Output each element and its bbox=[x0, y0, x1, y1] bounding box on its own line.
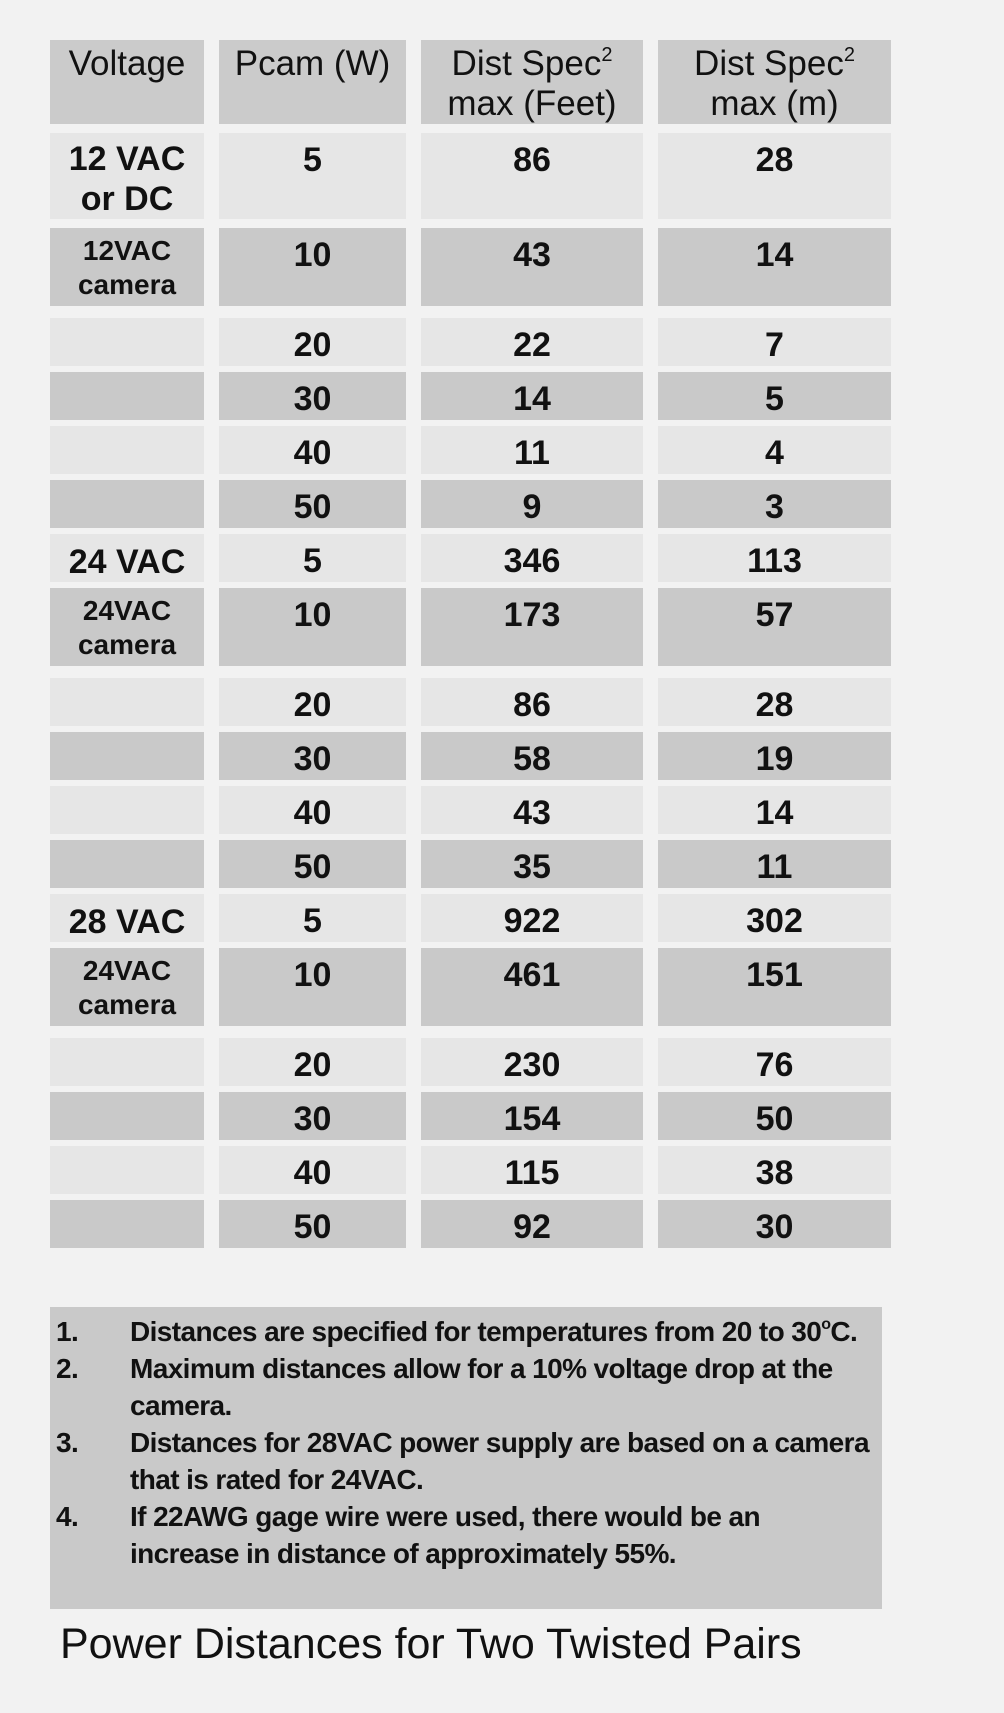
table-cell-voltage bbox=[50, 372, 204, 420]
table-cell-ft: 154 bbox=[421, 1092, 643, 1140]
table-cell-m: 151 bbox=[658, 948, 891, 1026]
table-cell-voltage bbox=[50, 1200, 204, 1248]
table-cell-ft: 11 bbox=[421, 426, 643, 474]
table-cell-voltage bbox=[50, 840, 204, 888]
table-cell-m: 5 bbox=[658, 372, 891, 420]
table-cell-pcam: 30 bbox=[219, 1092, 406, 1140]
header-dist-feet bbox=[421, 40, 643, 124]
table-cell-m: 14 bbox=[658, 228, 891, 306]
footnote-number: 1. bbox=[56, 1316, 79, 1347]
table-cell-m: 28 bbox=[658, 133, 891, 219]
footnote-text bbox=[130, 1313, 872, 1350]
table-caption: Power Distances for Two Twisted Pairs bbox=[60, 1620, 802, 1668]
table-cell-m: 76 bbox=[658, 1038, 891, 1086]
table-cell-voltage: 12VAC camera bbox=[50, 228, 204, 306]
table-cell-m: 11 bbox=[658, 840, 891, 888]
footnote bbox=[50, 1350, 872, 1424]
table-cell-pcam: 10 bbox=[219, 588, 406, 666]
table-cell-voltage: 24 VAC bbox=[50, 534, 204, 582]
header-dist-m-line2: max (m) bbox=[710, 84, 839, 123]
table-cell-ft: 86 bbox=[421, 133, 643, 219]
table-cell-pcam: 50 bbox=[219, 480, 406, 528]
table-cell-m: 113 bbox=[658, 534, 891, 582]
footnote-number: 2. bbox=[56, 1353, 79, 1384]
table-cell-pcam: 5 bbox=[219, 534, 406, 582]
table-cell-m: 3 bbox=[658, 480, 891, 528]
table-cell-ft: 115 bbox=[421, 1146, 643, 1194]
table-cell-ft: 43 bbox=[421, 228, 643, 306]
table-cell-m: 38 bbox=[658, 1146, 891, 1194]
footnote-number: 3. bbox=[56, 1427, 79, 1458]
table-cell-ft: 43 bbox=[421, 786, 643, 834]
table-cell-m: 50 bbox=[658, 1092, 891, 1140]
table-cell-ft: 346 bbox=[421, 534, 643, 582]
table-cell-voltage: 28 VAC bbox=[50, 894, 204, 942]
table-cell-pcam: 30 bbox=[219, 372, 406, 420]
header-dist-feet-line2: max (Feet) bbox=[447, 84, 617, 123]
header-dist-m bbox=[658, 40, 891, 124]
table-cell-pcam: 10 bbox=[219, 228, 406, 306]
header-pcam bbox=[219, 40, 406, 124]
header-voltage-label: Voltage bbox=[68, 44, 186, 83]
table-cell-voltage: 24VAC camera bbox=[50, 948, 204, 1026]
table-cell-voltage bbox=[50, 786, 204, 834]
table-cell-pcam: 5 bbox=[219, 894, 406, 942]
table-cell-pcam: 20 bbox=[219, 678, 406, 726]
table-cell-ft: 461 bbox=[421, 948, 643, 1026]
footnote bbox=[50, 1498, 872, 1572]
footnotes-box bbox=[50, 1307, 882, 1609]
table-cell-ft: 58 bbox=[421, 732, 643, 780]
table-cell-pcam: 20 bbox=[219, 1038, 406, 1086]
table-cell-ft: 173 bbox=[421, 588, 643, 666]
table-cell-m: 57 bbox=[658, 588, 891, 666]
table-cell-m: 19 bbox=[658, 732, 891, 780]
table-cell-ft: 9 bbox=[421, 480, 643, 528]
table-cell-pcam: 40 bbox=[219, 786, 406, 834]
table-cell-ft: 230 bbox=[421, 1038, 643, 1086]
degree-sup: o bbox=[821, 1316, 831, 1333]
table-cell-ft: 22 bbox=[421, 318, 643, 366]
table-cell-m: 30 bbox=[658, 1200, 891, 1248]
table-cell-voltage bbox=[50, 318, 204, 366]
table-cell-m: 4 bbox=[658, 426, 891, 474]
header-voltage bbox=[50, 40, 204, 124]
table-cell-ft: 14 bbox=[421, 372, 643, 420]
table-cell-m: 14 bbox=[658, 786, 891, 834]
table-cell-ft: 86 bbox=[421, 678, 643, 726]
table-cell-voltage bbox=[50, 1038, 204, 1086]
table-cell-pcam: 40 bbox=[219, 426, 406, 474]
header-pcam-label: Pcam (W) bbox=[234, 44, 391, 83]
table-cell-pcam: 50 bbox=[219, 1200, 406, 1248]
table-cell-ft: 922 bbox=[421, 894, 643, 942]
table-cell-pcam: 10 bbox=[219, 948, 406, 1026]
footnote-text-main: Distances are specified for temperatures from 20 to 30 bbox=[130, 1316, 822, 1347]
table-cell-m: 28 bbox=[658, 678, 891, 726]
table-cell-pcam: 20 bbox=[219, 318, 406, 366]
footnote-text-unit: C. bbox=[830, 1316, 858, 1347]
table-cell-m: 302 bbox=[658, 894, 891, 942]
footnote-text: If 22AWG gage wire were used, there would be an increase in distance of approximately 55%. bbox=[130, 1501, 760, 1569]
table-cell-voltage bbox=[50, 1146, 204, 1194]
table-cell-pcam: 5 bbox=[219, 133, 406, 219]
header-dist-m-sup: 2 bbox=[843, 44, 855, 66]
table-cell-pcam: 30 bbox=[219, 732, 406, 780]
table-cell-voltage bbox=[50, 678, 204, 726]
footnote bbox=[50, 1424, 872, 1498]
footnote-number: 4. bbox=[56, 1501, 79, 1532]
table-cell-voltage bbox=[50, 480, 204, 528]
table-cell-voltage bbox=[50, 732, 204, 780]
table-cell-voltage bbox=[50, 1092, 204, 1140]
table-cell-pcam: 40 bbox=[219, 1146, 406, 1194]
footnote-text: Maximum distances allow for a 10% voltage drop at the camera. bbox=[130, 1353, 833, 1421]
header-dist-feet-sup: 2 bbox=[601, 44, 613, 66]
header-dist-feet-line1: Dist Spec bbox=[451, 44, 602, 83]
footnote-text: Distances for 28VAC power supply are based on a camera that is rated for 24VAC. bbox=[130, 1427, 869, 1495]
header-dist-m-line1: Dist Spec bbox=[694, 44, 844, 83]
table-cell-voltage: 24VAC camera bbox=[50, 588, 204, 666]
footnote bbox=[50, 1313, 872, 1350]
table-cell-voltage bbox=[50, 426, 204, 474]
table-cell-pcam: 50 bbox=[219, 840, 406, 888]
table-cell-ft: 35 bbox=[421, 840, 643, 888]
table-cell-m: 7 bbox=[658, 318, 891, 366]
table-cell-voltage: 12 VAC or DC bbox=[50, 133, 204, 219]
table-cell-ft: 92 bbox=[421, 1200, 643, 1248]
